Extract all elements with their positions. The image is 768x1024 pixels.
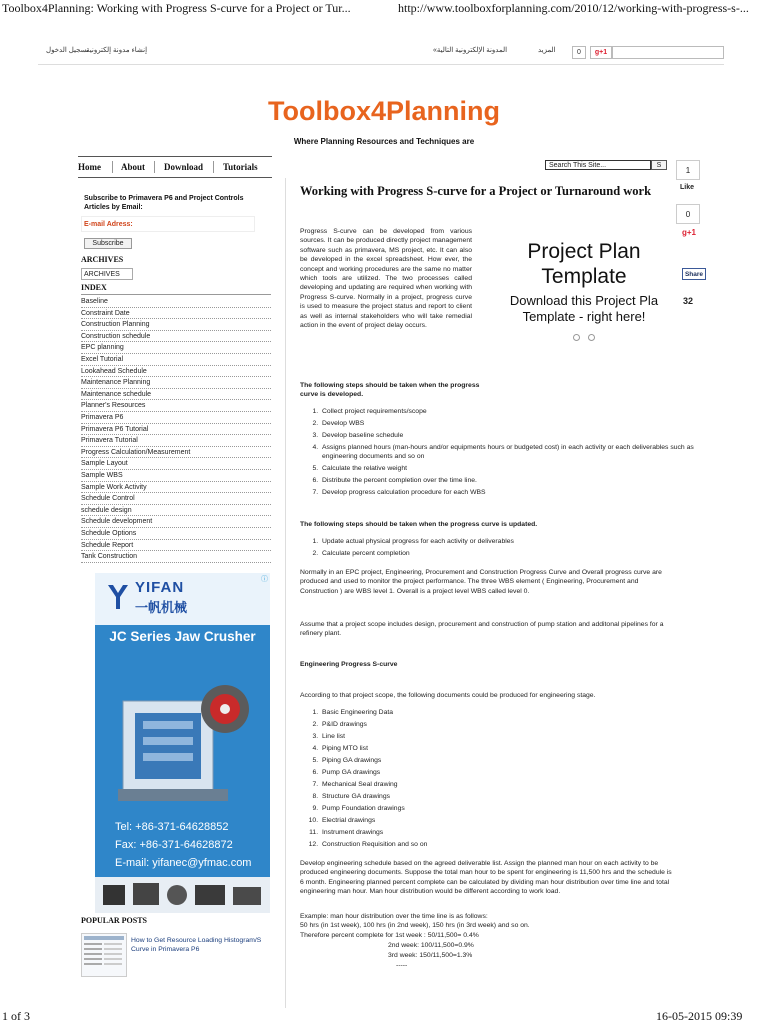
epc-paragraph: Normally in an EPC project, Engineering, Procurement and Construction Progress Curve and Overall progress curve are produced and used to monitor the project performance. The three WBS element ( Engineering, Procurement and Construction ) are WBS level 1. Overall is a project level WBS called level 0.	[300, 569, 662, 595]
menu-tutorials[interactable]: Tutorials	[223, 162, 258, 172]
list-item: 4. Piping MTO list	[320, 743, 700, 755]
list-item: 2. Calculate percent completion	[320, 548, 700, 560]
index-link[interactable]: Primavera P6	[81, 412, 271, 424]
list-item: 5. Calculate the relative weight	[320, 464, 700, 473]
site-tagline: Where Planning Resources and Techniques are	[293, 137, 475, 146]
index-link[interactable]: Lookahead Schedule	[81, 366, 271, 378]
navbar-count: 0	[572, 46, 586, 59]
banner-brand: YIFAN	[135, 579, 185, 596]
list-item: 7. Develop progress calculation procedure for each WBS	[320, 488, 700, 497]
popular-post-link[interactable]: How to Get Resource Loading Histogram/S Curve in Primavera P6	[131, 937, 262, 953]
list-item: 3. Develop baseline schedule	[320, 431, 700, 440]
ad-line4: Template - right here!	[522, 309, 646, 324]
index-link[interactable]: Planner's Resources	[81, 400, 271, 412]
index-link[interactable]: Schedule Control	[81, 493, 271, 505]
subscribe-button[interactable]: Subscribe	[84, 238, 132, 249]
share-count: 32	[683, 296, 694, 306]
index-link[interactable]: Construction schedule	[81, 331, 271, 343]
list-item: 2. P&ID drawings	[320, 719, 700, 731]
share-button[interactable]: Share	[682, 268, 706, 280]
like-button[interactable]: Like	[680, 184, 695, 191]
index-link[interactable]: schedule design	[81, 505, 271, 517]
ad-dot-icon[interactable]	[588, 334, 595, 341]
navbar-signin-link[interactable]: تسجيل الدخول	[46, 47, 89, 54]
list-item: 1. Collect project requirements/scope	[320, 407, 700, 416]
assume-paragraph: Assume that a project scope includes design, procurement and construction of pump station and additonal pipelines for a refinery plant.	[300, 621, 664, 638]
crusher-banner-ad[interactable]	[95, 573, 270, 913]
eng-heading: Engineering Progress S-curve	[300, 661, 398, 668]
ad-info-icon[interactable]: ⓘ	[261, 576, 268, 583]
jaw-crusher-image	[113, 661, 253, 811]
banner-products-strip	[95, 877, 270, 913]
popular-post-thumbnail[interactable]	[81, 933, 127, 977]
list-item: 2. Develop WBS	[320, 419, 700, 428]
ad-line3: Download this Project Pla	[509, 293, 659, 308]
index-link[interactable]: Schedule development	[81, 516, 271, 528]
navbar-search-input[interactable]	[612, 46, 724, 59]
list-item: 12. Construction Requisition and so on	[320, 839, 700, 851]
menu-home[interactable]: Home	[78, 162, 101, 172]
index-link[interactable]: Excel Tutorial	[81, 354, 271, 366]
blogger-navbar	[38, 40, 724, 65]
popular-posts-heading: POPULAR POSTS	[81, 916, 148, 925]
print-footer-datetime: 16-05-2015 09:39	[656, 1009, 743, 1023]
index-link[interactable]: Constraint Date	[81, 308, 271, 320]
steps-dev-list	[296, 407, 700, 500]
index-link[interactable]: Sample Work Activity	[81, 482, 271, 494]
banner-brand-cn: 一帆机械	[135, 600, 188, 615]
main-menu	[78, 156, 272, 178]
index-link[interactable]: Tank Construction	[81, 551, 271, 563]
list-item: 11. Instrument drawings	[320, 827, 700, 839]
menu-about[interactable]: About	[121, 162, 146, 172]
index-link[interactable]: Primavera Tutorial	[81, 435, 271, 447]
subscribe-text: Subscribe to Primavera P6 and Project Controls Articles by Email:	[84, 195, 244, 211]
column-divider	[285, 178, 286, 1008]
navbar-gplus-button[interactable]: g+1	[590, 46, 612, 59]
index-link[interactable]: Sample Layout	[81, 458, 271, 470]
banner-fax: Fax: +86-371-64628872	[115, 839, 233, 851]
banner-email: E-mail: yifanec@yfmac.com	[115, 857, 252, 869]
list-item: 4. Assigns planned hours (man-hours and/or equipments hours or budgeted cost) in each activity or each deliverables such as engineering documents and so on	[320, 443, 700, 462]
banner-tel: Tel: +86-371-64628852	[115, 821, 229, 833]
project-plan-ad[interactable]	[486, 230, 682, 324]
dev-paragraph: Develop engineering schedule based on the agreed deliverable list. Assign the planned man hour on each activity to be produced engineering documents. Suppose the total man hour to be spent for engineering is 11,500 hrs and the schedule is 6 month. Engineering planned percent complete can be calculated by dividing man hour distribution over time line and total engineering man hour. Man hour distribution would be different according to work load.	[300, 860, 672, 896]
list-item: 6. Distribute the percent completion over the time line.	[320, 476, 700, 485]
list-item: 6. Pump GA drawings	[320, 767, 700, 779]
navbar-more-link[interactable]: المزيد	[538, 47, 556, 54]
example-line5: 3rd week: 150/11,500=1.3%	[388, 952, 473, 959]
list-item: 5. Piping GA drawings	[320, 755, 700, 767]
ad-line2: Template	[541, 265, 627, 288]
print-header-title: Toolbox4Planning: Working with Progress S-curve for a Project or Tur...	[2, 1, 351, 15]
index-link[interactable]: Maintenance Planning	[81, 377, 271, 389]
index-link[interactable]: Schedule Report	[81, 540, 271, 552]
index-link[interactable]: Baseline	[81, 296, 271, 308]
index-heading: INDEX	[81, 283, 107, 292]
menu-download[interactable]: Download	[164, 162, 204, 172]
index-link[interactable]: Schedule Options	[81, 528, 271, 540]
eng-docs-list	[296, 707, 700, 851]
email-label: E-mail Adress:	[84, 221, 133, 228]
article-intro: Progress S-curve can be developed from various sources. It can be produced directly project management software such as primavera, MS project, etc. It can also be developed in the excel spreadsheet. How ever, the concept and working procedures are the same no matter which tools are utilized. The two processes called developing and updating are required when working with Progress S-curve. Normally in a project, progress curve is used to measure the project status and report to client as well as internal stakeholders who will take remedial action in the event of project delay occurs.	[300, 228, 472, 330]
example-line2: 50 hrs (in 1st week), 100 hrs (in 2nd week), 150 hrs (in 3rd week) and so on.	[300, 922, 530, 929]
list-item: 8. Structure GA drawings	[320, 791, 700, 803]
steps-upd-heading: The following steps should be taken when the progress curve is updated.	[300, 521, 538, 528]
archives-select[interactable]: ARCHIVES	[81, 268, 133, 280]
list-item: 9. Pump Foundation drawings	[320, 803, 700, 815]
site-search-input[interactable]: Search This Site...	[545, 160, 651, 170]
example-line4: 2nd week: 100/11,500=0.9%	[388, 942, 474, 949]
index-link[interactable]: Maintenance schedule	[81, 389, 271, 401]
site-search-button[interactable]: S	[651, 160, 667, 170]
index-link[interactable]: Sample WBS	[81, 470, 271, 482]
site-brand[interactable]: Toolbox4Planning	[268, 96, 500, 126]
example-line6: -----	[396, 962, 408, 969]
navbar-create-blog-link[interactable]: إنشاء مدونة إلكترونية	[86, 47, 148, 54]
yifan-logo-icon	[107, 583, 129, 611]
print-footer-page: 1 of 3	[2, 1009, 30, 1023]
list-item: 7. Mechanical Seal drawing	[320, 779, 700, 791]
index-link[interactable]: Construction Planning	[81, 319, 271, 331]
navbar-next-blog-link[interactable]: المدونة الإلكترونية التالية»	[433, 47, 508, 54]
gplus-button[interactable]: g+1	[682, 228, 697, 237]
ad-dot-icon[interactable]	[573, 334, 580, 341]
list-item: 1. Update actual physical progress for each activity or deliverables	[320, 536, 700, 548]
example-line1: Example: man hour distribution over the time line is as follows:	[300, 913, 488, 920]
article-title: Working with Progress S-curve for a Project or Turnaround work	[300, 184, 652, 198]
index-link[interactable]: EPC planning	[81, 342, 271, 354]
steps-upd-list	[296, 536, 700, 560]
list-item: 1. Basic Engineering Data	[320, 707, 700, 719]
archives-heading: ARCHIVES	[81, 255, 124, 264]
like-count: 1	[676, 160, 700, 180]
ad-line1: Project Plan	[527, 240, 641, 263]
list-item: 10. Electrial drawings	[320, 815, 700, 827]
steps-dev-heading: The following steps should be taken when the progress curve is developed.	[300, 382, 480, 399]
banner-title: JC Series Jaw Crusher	[109, 629, 256, 644]
index-link[interactable]: Progress Calculation/Measurement	[81, 447, 271, 459]
gplus-count: 0	[676, 204, 700, 224]
example-line3: Therefore percent complete for 1st week : 50/11,500= 0.4%	[300, 932, 479, 939]
eng-intro: According to that project scope, the following documents could be produced for engineering stage.	[300, 692, 596, 699]
index-link[interactable]: Primavera P6 Tutorial	[81, 424, 271, 436]
print-header-url: http://www.toolboxforplanning.com/2010/12/working-with-progress-s-...	[398, 1, 749, 15]
list-item: 3. Line list	[320, 731, 700, 743]
